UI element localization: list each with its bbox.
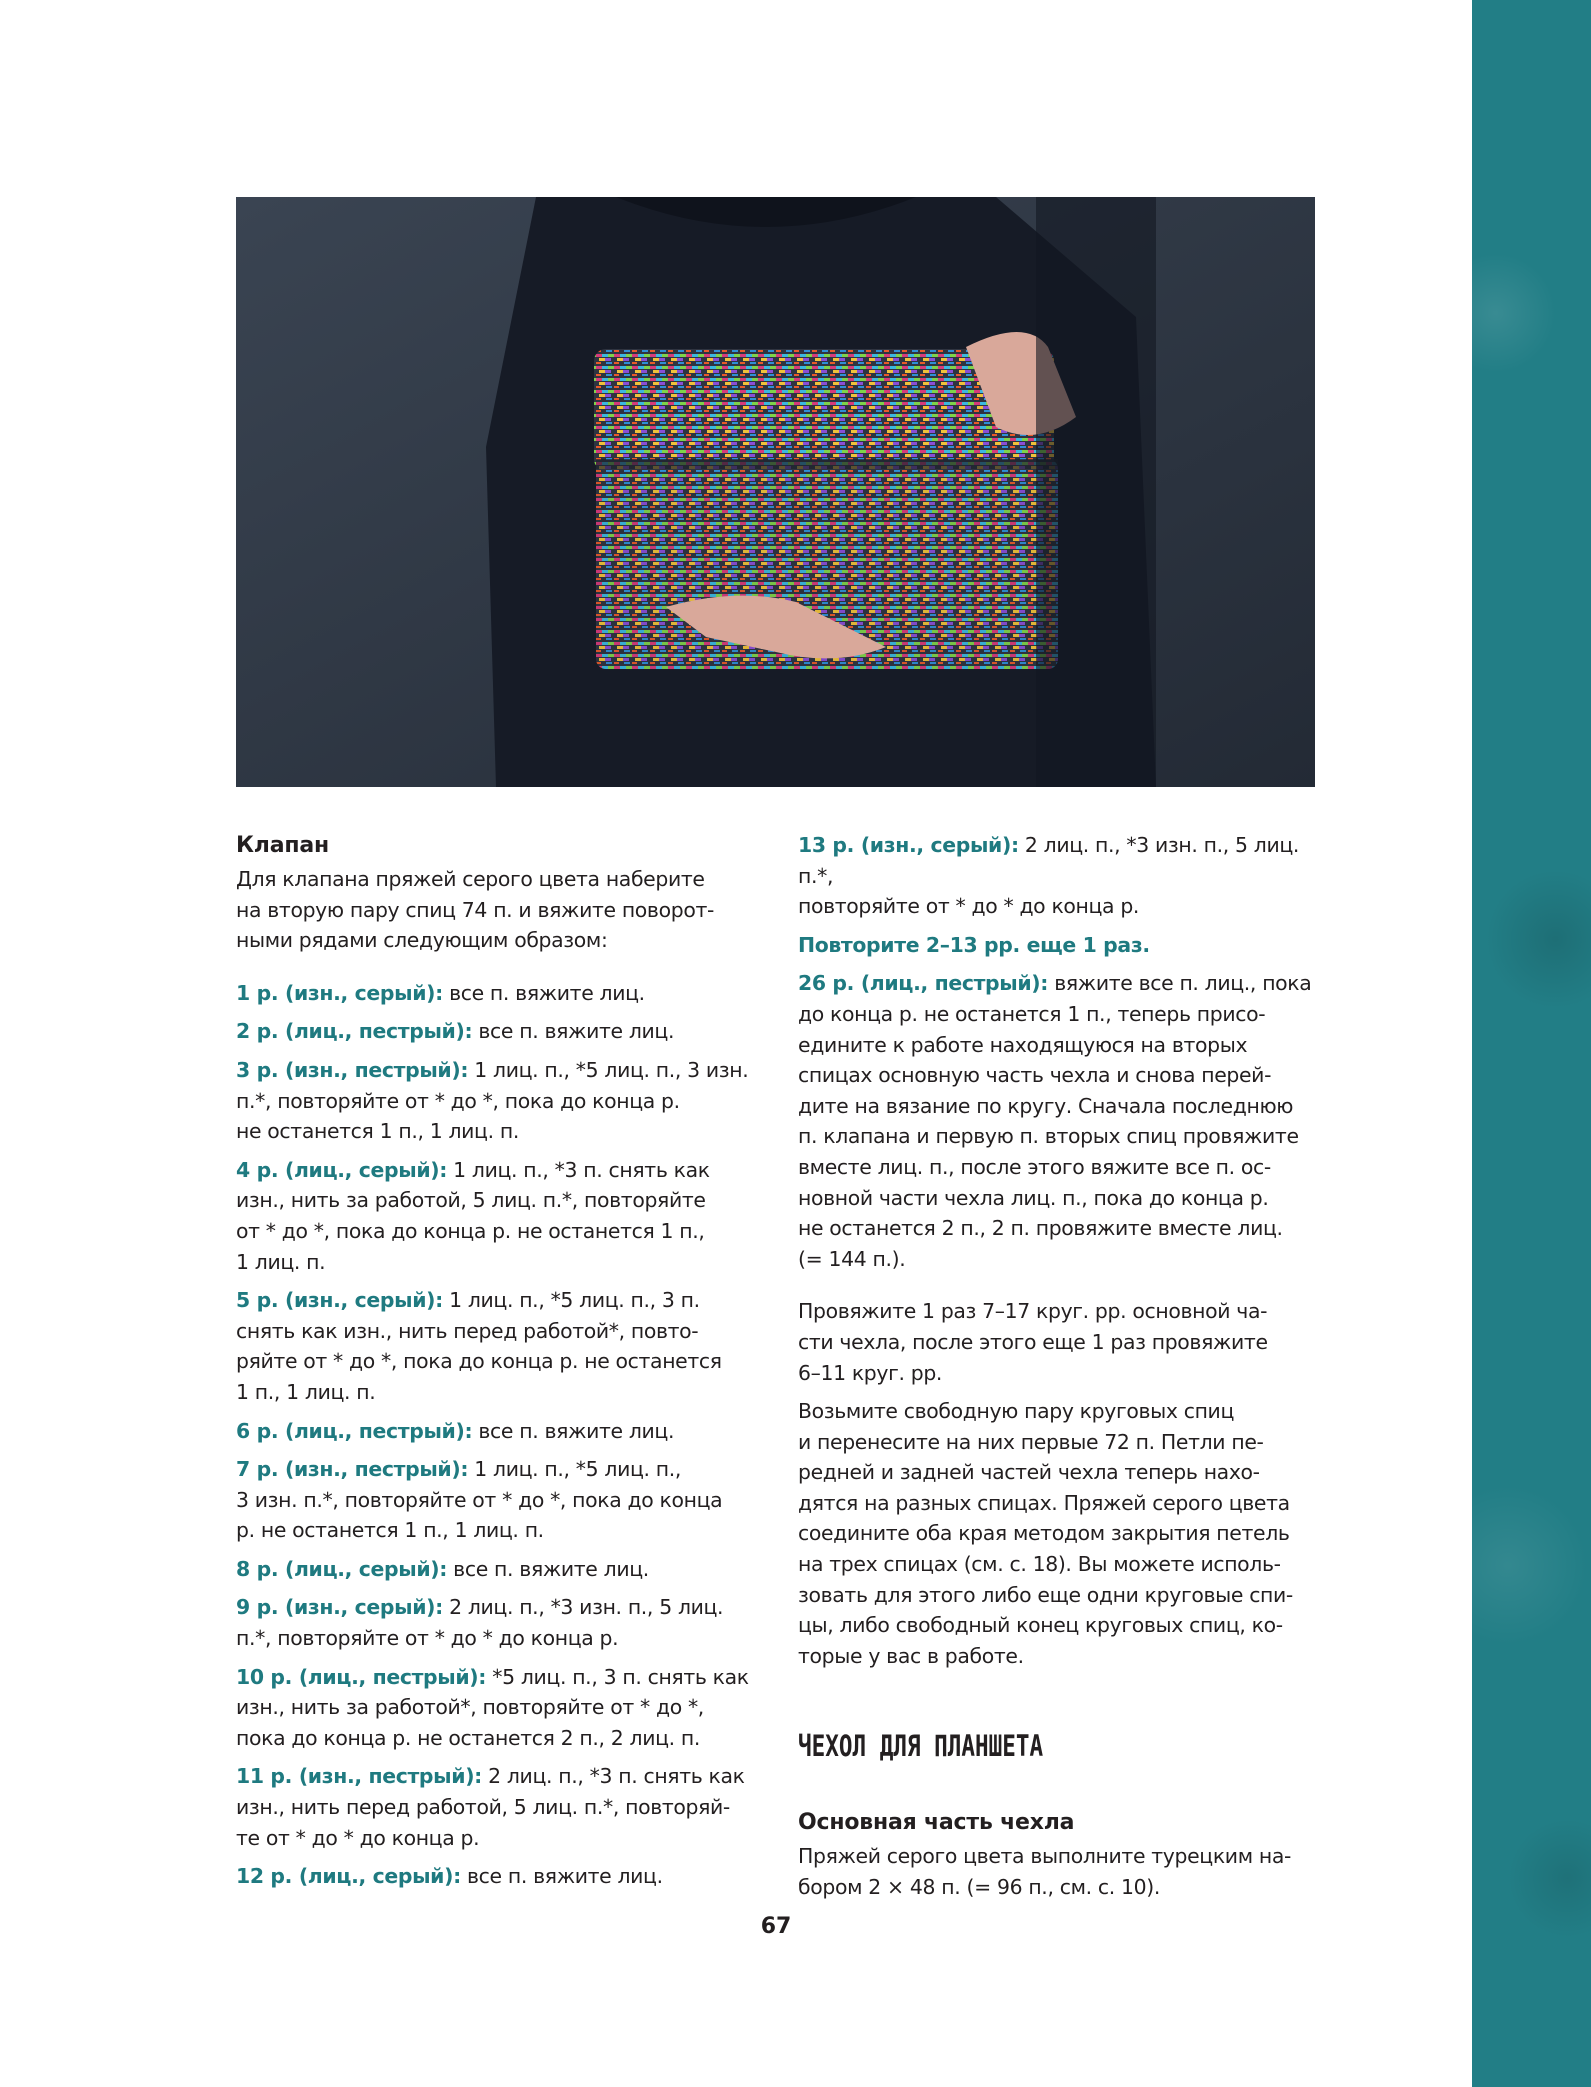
row-text: 1 лиц. п., *5 лиц. п., 3 п.: [442, 1288, 700, 1313]
intro-line: ными рядами следующим образом:: [236, 928, 608, 953]
row-instruction: [798, 968, 1323, 1274]
row-text: снять как изн., нить перед работой*, повто-: [236, 1318, 699, 1343]
row-instruction: [236, 1016, 761, 1047]
row-text: не останется 2 п., 2 п. провяжите вместе лиц.: [798, 1216, 1283, 1241]
row-label: 9 р. (изн., серый):: [236, 1595, 443, 1620]
row-text: все п. вяжите лиц.: [447, 1556, 649, 1581]
row-text: 1 лиц. п.: [236, 1249, 326, 1274]
left-column: [236, 830, 761, 1900]
row-label: 8 р. (лиц., серый):: [236, 1556, 448, 1581]
intro-line: на вторую пару спиц 74 п. и вяжите поворот-: [236, 897, 714, 922]
row-text: ряйте от * до *, пока до конца р. не останется: [236, 1349, 722, 1374]
row-text: все п. вяжите лиц.: [460, 1864, 663, 1889]
row-label: 6 р. (лиц., пестрый):: [236, 1418, 473, 1443]
intro-line: Для клапана пряжей серого цвета наберите: [236, 867, 705, 891]
row-text: изн., нить перед работой, 5 лиц. п.*, повторяй-: [236, 1795, 730, 1820]
row-text: едините к работе находящуюся на вторых: [798, 1032, 1248, 1057]
row-text: дите на вязание по кругу. Сначала последнюю: [798, 1093, 1294, 1118]
product-photo: [236, 197, 1315, 787]
row-text: 3 изн. п.*, повторяйте от * до *, пока до конца: [236, 1487, 723, 1512]
row-label: 26 р. (лиц., пестрый):: [798, 971, 1049, 996]
row-instruction: [236, 1761, 761, 1853]
repeat-instruction: Повторите 2–13 рр. еще 1 раз.: [798, 932, 1150, 957]
row-text: п.*, повторяйте от * до * до конца р.: [236, 1626, 619, 1651]
row-label: 11 р. (изн., пестрый):: [236, 1764, 482, 1789]
row-text: все п. вяжите лиц.: [472, 1019, 675, 1044]
paragraph-line: дятся на разных спицах. Пряжей серого цвета: [798, 1490, 1290, 1515]
paragraph-line: зовать для этого либо еще одни круговые спи-: [798, 1582, 1293, 1607]
row-text: 1 п., 1 лиц. п.: [236, 1379, 376, 1404]
row-text: 2 лиц. п., *3 изн. п., 5 лиц.: [442, 1595, 724, 1620]
row-instruction: [236, 1055, 761, 1147]
paragraph-line: сти чехла, после этого еще 1 раз провяжите: [798, 1329, 1268, 1354]
row-label: 13 р. (изн., серый):: [798, 833, 1019, 857]
row-text: 2 лиц. п., *3 п. снять как: [481, 1764, 745, 1789]
row-instruction: [236, 1861, 761, 1892]
paragraph-line: Возьмите свободную пару круговых спиц: [798, 1399, 1234, 1424]
paragraph: [798, 1296, 1323, 1388]
row-label: 10 р. (лиц., пестрый):: [236, 1664, 487, 1689]
row-label: 1 р. (изн., серый):: [236, 980, 443, 1005]
row-text: повторяйте от * до * до конца р.: [798, 894, 1140, 919]
paragraph: [798, 1396, 1323, 1671]
page-number: 67: [760, 1914, 792, 1939]
row-text: р. не останется 1 п., 1 лиц. п.: [236, 1518, 544, 1543]
row-text: вяжите все п. лиц., пока: [1048, 971, 1312, 996]
paragraph: [798, 1841, 1323, 1902]
row-text: те от * до * до конца р.: [236, 1825, 480, 1850]
paragraph-line: Пряжей серого цвета выполните турецким на-: [798, 1844, 1292, 1869]
row-instruction: [236, 1554, 761, 1585]
paragraph-line: на трех спицах (см. с. 18). Вы можете исполь-: [798, 1552, 1281, 1577]
flap-intro: [236, 864, 761, 956]
row-text: *5 лиц. п., 3 п. снять как: [486, 1664, 749, 1689]
row-instruction: [236, 978, 761, 1009]
row-instruction: [236, 1454, 761, 1546]
row-label: 2 р. (лиц., пестрый):: [236, 1019, 473, 1044]
row-text: 1 лиц. п., *5 лиц. п.,: [468, 1457, 682, 1482]
row-text: все п. вяжите лиц.: [442, 980, 645, 1005]
row-instruction: [798, 830, 1323, 922]
paragraph-line: 6–11 круг. рр.: [798, 1360, 943, 1385]
paragraph-line: бором 2 × 48 п. (= 96 п., см. с. 10).: [798, 1875, 1160, 1900]
right-column: [798, 830, 1323, 1911]
row-text: спицах основную часть чехла и снова перей-: [798, 1063, 1272, 1088]
row-instruction: [236, 1416, 761, 1447]
paragraph-line: Провяжите 1 раз 7–17 круг. рр. основной ча-: [798, 1299, 1268, 1324]
row-text: (= 144 п.).: [798, 1246, 906, 1271]
row-label: 3 р. (изн., пестрый):: [236, 1057, 469, 1082]
row-instruction: [236, 1592, 761, 1653]
paragraph-line: цы, либо свободный конец круговых спиц, ко-: [798, 1613, 1283, 1638]
row-text: не останется 1 п., 1 лиц. п.: [236, 1119, 519, 1144]
paragraph-line: редней и задней частей чехла теперь нахо-: [798, 1460, 1260, 1485]
teal-page-edge: [1472, 0, 1591, 2087]
row-text: от * до *, пока до конца р. не останется 1 п.,: [236, 1218, 705, 1243]
paragraph-line: торые у вас в работе.: [798, 1643, 1024, 1668]
main-part-heading: Основная часть чехла: [798, 1810, 1075, 1836]
knitted-clutch-photo-illustration: [236, 197, 1315, 787]
row-text: изн., нить за работой*, повторяйте от * до *,: [236, 1695, 704, 1720]
row-text: 1 лиц. п., *5 лиц. п., 3 изн.: [468, 1057, 749, 1082]
row-instruction: [236, 1155, 761, 1277]
paragraph-line: соедините оба края методом закрытия петель: [798, 1521, 1290, 1546]
row-label: 12 р. (лиц., серый):: [236, 1864, 461, 1889]
row-label: 5 р. (изн., серый):: [236, 1288, 443, 1313]
row-instruction: [236, 1662, 761, 1754]
row-text: до конца р. не останется 1 п., теперь присо-: [798, 1001, 1266, 1026]
row-text: п. клапана и первую п. вторых спиц провяжите: [798, 1124, 1299, 1149]
paragraph-line: и перенесите на них первые 72 п. Петли пе-: [798, 1429, 1264, 1454]
row-text: 1 лиц. п., *3 п. снять как: [447, 1157, 710, 1182]
row-text: 2 лиц. п., *3 изн. п., 5 лиц. п.*,: [798, 833, 1300, 888]
section-title: ЧЕХОЛ ДЛЯ ПЛАНШЕТА: [798, 1729, 1044, 1764]
row-text: все п. вяжите лиц.: [472, 1418, 675, 1443]
flap-heading: Клапан: [236, 833, 329, 858]
row-text: пока до конца р. не останется 2 п., 2 лиц. п.: [236, 1725, 701, 1750]
row-label: 4 р. (лиц., серый):: [236, 1157, 448, 1182]
row-text: п.*, повторяйте от * до *, пока до конца р.: [236, 1088, 680, 1113]
row-instruction: [236, 1285, 761, 1407]
row-label: 7 р. (изн., пестрый):: [236, 1457, 469, 1482]
row-text: вместе лиц. п., после этого вяжите все п. ос-: [798, 1154, 1271, 1179]
row-text: изн., нить за работой, 5 лиц. п.*, повторяйте: [236, 1188, 706, 1213]
row-text: новной части чехла лиц. п., пока до конца р.: [798, 1185, 1269, 1210]
